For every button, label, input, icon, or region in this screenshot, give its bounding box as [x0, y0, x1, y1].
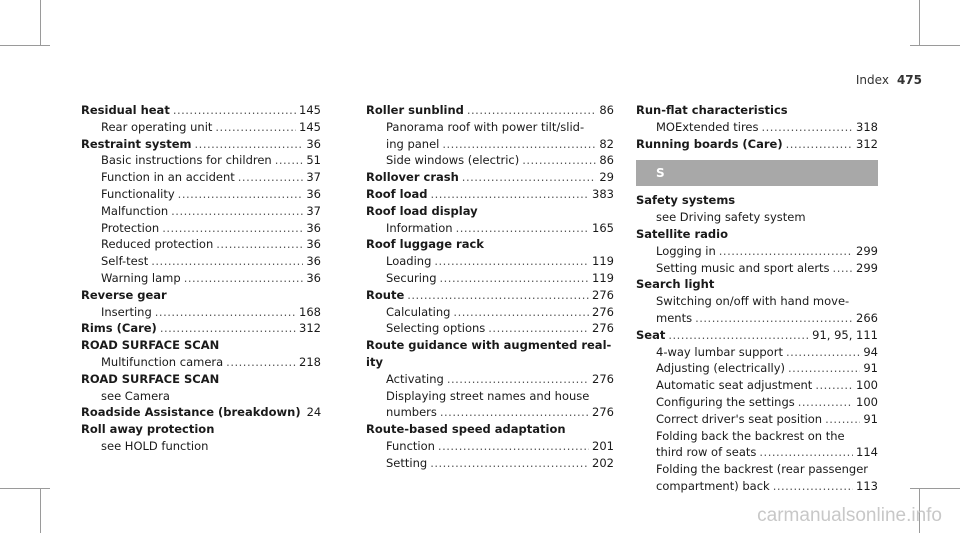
index-subentry — [636, 428, 878, 445]
index-column-1 — [81, 102, 321, 455]
entry-label: ments — [656, 310, 693, 325]
index-subentry[interactable] — [366, 320, 614, 337]
page-header — [856, 73, 922, 87]
index-column-3 — [636, 102, 878, 495]
page-reference[interactable]: 36 — [306, 220, 321, 235]
entry-label: Safety systems — [636, 193, 736, 208]
index-entry — [636, 276, 878, 293]
dot-leader — [238, 169, 304, 186]
entry-label: see Camera — [101, 388, 170, 403]
page-reference[interactable]: 266 — [856, 310, 878, 325]
crop-mark — [910, 45, 960, 46]
index-entry — [366, 421, 614, 438]
index-entry — [81, 337, 321, 354]
page-reference[interactable]: 100 — [856, 394, 878, 409]
index-subentry — [81, 438, 321, 455]
dot-leader — [184, 270, 304, 287]
watermark: carmanualsonline.info — [757, 505, 942, 526]
index-subentry[interactable] — [366, 304, 614, 321]
crop-mark — [910, 488, 960, 489]
dot-leader — [160, 320, 296, 337]
entry-label: Folding back the backrest on the — [656, 428, 845, 443]
page-reference[interactable]: 91 — [863, 411, 878, 426]
index-entry — [636, 192, 878, 209]
entry-label: Route-based speed adaptation — [366, 422, 566, 437]
dot-leader — [773, 478, 853, 495]
page-reference[interactable]: 145 — [299, 119, 321, 134]
page-reference[interactable]: 168 — [299, 304, 321, 319]
index-subentry[interactable] — [636, 377, 878, 394]
entry-label: Activating — [386, 371, 444, 386]
entry-label: Switching on/off with hand move- — [656, 294, 850, 309]
index-subentry[interactable] — [81, 304, 321, 321]
dot-leader — [786, 344, 860, 361]
page-reference[interactable]: 145 — [299, 103, 321, 117]
entry-label: Residual heat — [81, 103, 170, 117]
crop-mark — [40, 488, 41, 533]
index-subentry[interactable] — [366, 270, 614, 287]
dot-leader — [173, 102, 296, 119]
entry-label: Function — [386, 438, 435, 453]
page-reference[interactable]: 383 — [592, 186, 614, 201]
page-reference[interactable]: 37 — [306, 203, 321, 218]
page-reference[interactable]: 312 — [299, 321, 321, 336]
index-entry — [81, 371, 321, 388]
page-reference[interactable]: 276 — [592, 304, 614, 319]
index-entry[interactable] — [366, 102, 614, 119]
entry-label: Calculating — [386, 304, 451, 319]
index-subentry[interactable] — [636, 478, 878, 495]
dot-leader — [171, 203, 303, 220]
index-subentry[interactable] — [81, 203, 321, 220]
index-column-2 — [366, 102, 614, 472]
dot-leader — [155, 304, 296, 321]
entry-label: Seat — [636, 327, 666, 342]
entry-label: see Driving safety system — [656, 210, 806, 225]
entry-label: Side windows (electric) — [386, 153, 520, 168]
dot-leader — [759, 444, 853, 461]
entry-label: Functionality — [101, 186, 175, 201]
entry-label: Reduced protection — [101, 237, 214, 252]
index-entry[interactable] — [366, 186, 614, 203]
entry-label: Roof load — [366, 186, 428, 201]
entry-label: Function in an accident — [101, 170, 235, 185]
entry-label: ing panel — [386, 136, 440, 151]
index-entry — [81, 421, 321, 438]
page-reference[interactable]: 218 — [299, 354, 321, 369]
entry-label: see HOLD function — [101, 438, 209, 453]
page-reference[interactable]: 299 — [856, 260, 878, 275]
entry-label: Route guidance with augmented real- — [366, 338, 612, 353]
entry-label: Multifunction camera — [101, 354, 224, 369]
dot-leader — [719, 243, 853, 260]
entry-label: Roof luggage rack — [366, 237, 484, 252]
dot-leader — [522, 152, 596, 169]
index-entry[interactable] — [366, 287, 614, 304]
dot-leader — [195, 136, 304, 153]
entry-label: Securing — [386, 270, 437, 285]
crop-mark — [40, 0, 41, 46]
page-reference[interactable]: 202 — [592, 455, 614, 470]
index-subentry[interactable] — [81, 119, 321, 136]
entry-label: Roof load display — [366, 203, 478, 218]
entry-label: Rear operating unit — [101, 119, 213, 134]
index-subentry[interactable] — [636, 344, 878, 361]
page-reference[interactable]: 86 — [599, 103, 614, 117]
index-subentry[interactable] — [81, 169, 321, 186]
entry-label: Setting music and sport alerts — [656, 260, 830, 275]
section-letter: S — [636, 160, 878, 186]
entry-label: third row of seats — [656, 445, 757, 460]
index-entry[interactable] — [81, 404, 321, 421]
dot-leader — [430, 455, 589, 472]
entry-label: Configuring the settings — [656, 394, 795, 409]
page-reference[interactable]: 36 — [306, 270, 321, 285]
index-subentry[interactable] — [366, 404, 614, 421]
dot-leader — [788, 360, 860, 377]
entry-label: Self-test — [101, 254, 149, 269]
index-subentry — [366, 388, 614, 405]
dot-leader — [786, 136, 853, 153]
entry-label: Roller sunblind — [366, 103, 464, 117]
entry-label: Logging in — [656, 243, 716, 258]
dot-leader — [467, 102, 596, 119]
index-subentry — [636, 293, 878, 310]
entry-label: ROAD SURFACE SCAN — [81, 338, 220, 353]
page-reference[interactable]: 100 — [856, 378, 878, 393]
page-reference[interactable]: 86 — [599, 153, 614, 168]
entry-label: Protection — [101, 220, 160, 235]
index-subentry[interactable] — [81, 236, 321, 253]
page-reference[interactable]: 51 — [306, 153, 321, 168]
crop-mark — [0, 45, 50, 46]
entry-label: Selecting options — [386, 321, 486, 336]
entry-label: Reverse gear — [81, 287, 167, 302]
index-subentry[interactable] — [636, 394, 878, 411]
index-entry — [366, 337, 614, 354]
index-subentry[interactable] — [636, 411, 878, 428]
dot-leader — [762, 119, 854, 136]
crop-mark — [0, 488, 50, 489]
dot-leader — [438, 438, 589, 455]
index-entry[interactable] — [81, 136, 321, 153]
dot-leader — [798, 394, 853, 411]
page-reference[interactable]: 94 — [863, 344, 878, 359]
entry-label: Adjusting (electrically) — [656, 361, 786, 376]
entry-label: compartment) back — [656, 478, 770, 493]
entry-label: ROAD SURFACE SCAN — [81, 371, 220, 386]
dot-leader — [275, 152, 304, 169]
entry-label: Folding the backrest (rear passenger — [656, 462, 869, 477]
page-reference[interactable]: 119 — [592, 254, 614, 269]
entry-label: numbers — [386, 405, 437, 420]
page-reference[interactable]: 201 — [592, 438, 614, 453]
entry-label: Rims (Care) — [81, 321, 157, 336]
index-entry[interactable] — [81, 320, 321, 337]
index-subentry[interactable] — [636, 444, 878, 461]
index-subentry[interactable] — [81, 186, 321, 203]
dot-leader — [442, 136, 596, 153]
page-reference[interactable]: 318 — [856, 119, 878, 134]
page-reference[interactable]: 36 — [306, 186, 321, 201]
index-subentry — [81, 388, 321, 405]
index-subentry[interactable] — [366, 220, 614, 237]
entry-label: Satellite radio — [636, 226, 728, 241]
dot-leader — [162, 220, 303, 237]
crop-mark — [919, 0, 920, 46]
dot-leader — [488, 320, 589, 337]
index-subentry[interactable] — [636, 119, 878, 136]
entry-label: ity — [366, 354, 383, 369]
dot-leader — [440, 270, 590, 287]
section-title: Index — [855, 73, 889, 87]
index-entry — [366, 203, 614, 220]
dot-leader — [216, 236, 303, 253]
entry-label: Roadside Assistance (breakdown) — [81, 405, 301, 420]
entry-label: Roll away protection — [81, 422, 215, 437]
entry-label: Rollover crash — [366, 170, 459, 185]
index-subentry — [636, 209, 878, 226]
page-reference[interactable]: 36 — [306, 136, 321, 151]
page-reference[interactable]: 37 — [306, 170, 321, 185]
page-reference[interactable]: 299 — [856, 243, 878, 258]
dot-leader — [178, 186, 304, 203]
page-reference[interactable]: 36 — [306, 237, 321, 252]
page-reference[interactable]: 29 — [599, 170, 614, 185]
entry-label: Inserting — [101, 304, 152, 319]
entry-label: Loading — [386, 254, 432, 269]
dot-leader — [453, 304, 589, 321]
page-reference[interactable]: 119 — [592, 270, 614, 285]
entry-label: Correct driver's seat position — [656, 411, 823, 426]
index-subentry[interactable] — [636, 243, 878, 260]
index-subentry[interactable] — [81, 270, 321, 287]
page-reference[interactable]: 165 — [592, 220, 614, 235]
index-subentry[interactable] — [366, 152, 614, 169]
dot-leader — [215, 119, 296, 136]
dot-leader — [407, 287, 589, 304]
page-reference[interactable]: 276 — [592, 321, 614, 336]
index-subentry[interactable] — [366, 438, 614, 455]
entry-label: 4-way lumbar support — [656, 344, 783, 359]
index-entry[interactable] — [636, 327, 878, 344]
index-subentry[interactable] — [366, 253, 614, 270]
index-entry — [636, 226, 878, 243]
entry-label: Information — [386, 220, 453, 235]
entry-label: Malfunction — [101, 203, 169, 218]
entry-label: Warning lamp — [101, 270, 181, 285]
page-reference[interactable]: 276 — [592, 371, 614, 386]
dot-leader — [833, 260, 854, 277]
dot-leader — [440, 404, 589, 421]
index-entry — [366, 236, 614, 253]
index-subentry[interactable] — [81, 253, 321, 270]
index-subentry — [636, 461, 878, 478]
page-reference[interactable]: 82 — [599, 136, 614, 151]
page-reference[interactable]: 114 — [856, 445, 878, 460]
index-subentry[interactable] — [636, 360, 878, 377]
entry-label: Panorama roof with power tilt/slid- — [386, 119, 585, 134]
entry-label: Running boards (Care) — [636, 136, 783, 151]
dot-leader — [151, 253, 303, 270]
page-reference[interactable]: 36 — [306, 254, 321, 269]
entry-label: Route — [366, 287, 405, 302]
dot-leader — [434, 253, 589, 270]
entry-label: Automatic seat adjustment — [656, 378, 813, 393]
index-subentry[interactable] — [81, 152, 321, 169]
index-subentry[interactable] — [366, 455, 614, 472]
dot-leader — [815, 377, 853, 394]
index-entry[interactable] — [636, 136, 878, 153]
index-subentry[interactable] — [366, 371, 614, 388]
index-subentry[interactable] — [636, 260, 878, 277]
index-subentry — [366, 119, 614, 136]
dot-leader — [825, 411, 860, 428]
dot-leader — [695, 310, 853, 327]
index-subentry[interactable] — [81, 354, 321, 371]
index-entry — [636, 102, 878, 119]
index-entry — [81, 287, 321, 304]
page-reference[interactable]: 113 — [856, 478, 878, 493]
entry-label: Setting — [386, 455, 428, 470]
page-reference[interactable]: 91 — [863, 361, 878, 376]
page-reference[interactable]: 276 — [592, 287, 614, 302]
page-reference[interactable]: 91, 95, 111 — [812, 327, 878, 342]
index-entry[interactable] — [81, 102, 321, 119]
dot-leader — [462, 169, 597, 186]
dot-leader — [668, 327, 809, 344]
entry-label: Displaying street names and house — [386, 388, 590, 403]
dot-leader — [226, 354, 296, 371]
index-subentry[interactable] — [81, 220, 321, 237]
entry-label: Search light — [636, 277, 715, 292]
index-entry[interactable] — [366, 169, 614, 186]
index-subentry[interactable] — [366, 136, 614, 153]
index-subentry[interactable] — [636, 310, 878, 327]
dot-leader — [456, 220, 589, 237]
entry-label: MOExtended tires — [656, 119, 759, 134]
entry-label: Restraint system — [81, 136, 192, 151]
page-number: 475 — [896, 73, 922, 87]
entry-label: Run-flat characteristics — [636, 103, 788, 117]
dot-leader — [431, 186, 590, 203]
index-entry — [366, 354, 614, 371]
dot-leader — [447, 371, 589, 388]
entry-label: Basic instructions for children — [101, 153, 272, 168]
page-reference[interactable]: 312 — [856, 136, 878, 151]
page-reference[interactable]: 24 — [306, 405, 322, 420]
page-reference[interactable]: 276 — [592, 405, 614, 420]
